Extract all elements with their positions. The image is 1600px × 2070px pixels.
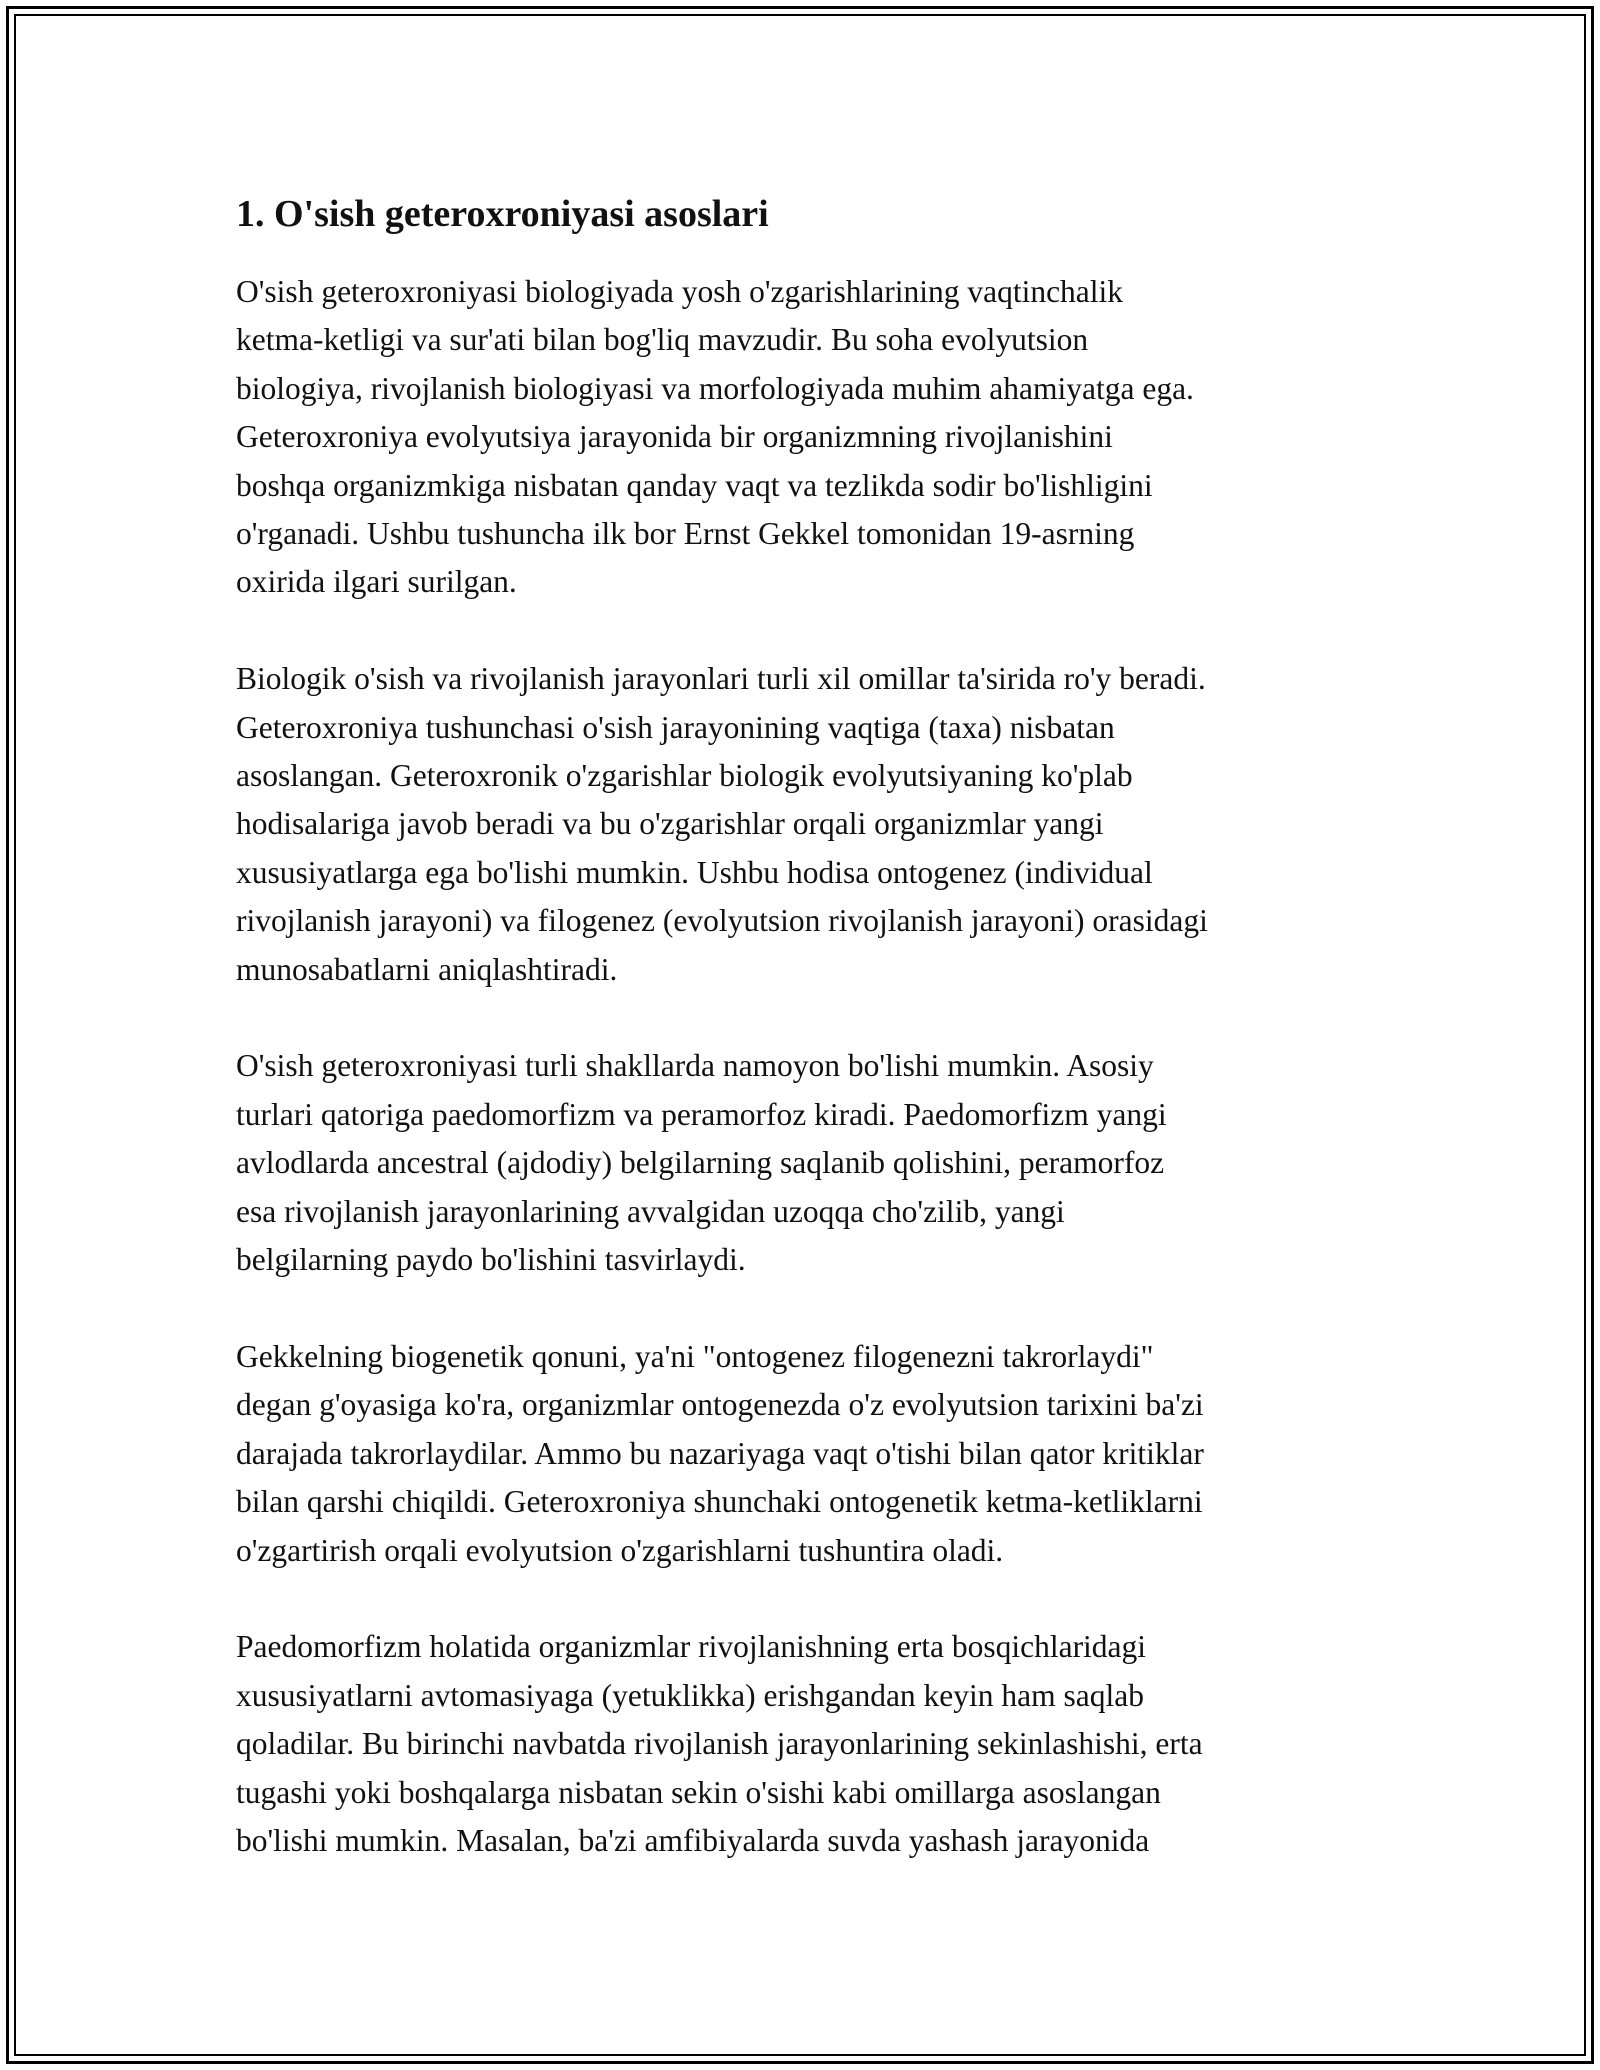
text-line: qoladilar. Bu birinchi navbatda rivojlanish jarayonlarining sekinlashishi, erta (236, 1726, 1203, 1762)
text-line: Gekkelning biogenetik qonuni, ya'ni "ontogenez filogenezni takrorlaydi" (236, 1338, 1154, 1374)
text-line: Paedomorfizm holatida organizmlar rivojlanishning erta bosqichlaridagi (236, 1629, 1147, 1665)
paragraph (236, 1333, 1376, 1575)
paragraph-container (236, 268, 1376, 1865)
text-line: oxirida ilgari surilgan. (236, 564, 517, 600)
text-line: O'sish geteroxroniyasi turli shakllarda namoyon bo'lishi mumkin. Asosiy (236, 1048, 1154, 1084)
text-line: belgilarning paydo bo'lishini tasvirlaydi. (236, 1242, 746, 1278)
text-line: bo'lishi mumkin. Masalan, ba'zi amfibiyalarda suvda yashash jarayonida (236, 1822, 1150, 1858)
section-title: 1. O'sish geteroxroniyasi asoslari (236, 193, 769, 235)
paragraph (236, 655, 1376, 994)
text-line: Geteroxroniya evolyutsiya jarayonida bir organizmning rivojlanishini (236, 419, 1113, 455)
text-line: boshqa organizmkiga nisbatan qanday vaqt va tezlikda sodir bo'lishligini (236, 467, 1153, 503)
paragraph (236, 1042, 1376, 1284)
text-line: xususiyatlarga ega bo'lishi mumkin. Ushbu hodisa ontogenez (individual (236, 854, 1153, 890)
text-line: darajada takrorlaydilar. Ammo bu nazariyaga vaqt o'tishi bilan qator kritiklar (236, 1435, 1204, 1471)
text-line: esa rivojlanish jarayonlarining avvalgidan uzoqqa cho'zilib, yangi (236, 1193, 1065, 1229)
text-line: turlari qatoriga paedomorfizm va peramorfoz kiradi. Paedomorfizm yangi (236, 1096, 1167, 1132)
document-body (236, 186, 1376, 1914)
text-line: ketma-ketligi va sur'ati bilan bog'liq mavzudir. Bu soha evolyutsion (236, 322, 1089, 358)
text-line: asoslangan. Geteroxronik o'zgarishlar biologik evolyutsiyaning ko'plab (236, 758, 1133, 794)
paragraph (236, 268, 1376, 607)
text-line: degan g'oyasiga ko'ra, organizmlar ontogenezda o'z evolyutsion tarixini ba'zi (236, 1387, 1204, 1423)
text-line: O'sish geteroxroniyasi biologiyada yosh o'zgarishlarining vaqtinchalik (236, 274, 1124, 309)
text-line: munosabatlarni aniqlashtiradi. (236, 951, 618, 987)
text-line: Geteroxroniya tushunchasi o'sish jarayonining vaqtiga (taxa) nisbatan (236, 709, 1115, 745)
text-line: bilan qarshi chiqildi. Geteroxroniya shunchaki ontogenetik ketma-ketliklarni (236, 1484, 1203, 1520)
text-line: avlodlarda ancestral (ajdodiy) belgilarning saqlanib qolishini, peramorfoz (236, 1145, 1165, 1181)
text-line: o'zgartirish orqali evolyutsion o'zgarishlarni tushuntira oladi. (236, 1532, 1004, 1568)
text-line: o'rganadi. Ushbu tushuncha ilk bor Ernst Gekkel tomonidan 19-asrning (236, 516, 1135, 552)
text-line: xususiyatlarni avtomasiyaga (yetuklikka) erishgandan keyin ham saqlab (236, 1677, 1144, 1713)
text-line: biologiya, rivojlanish biologiyasi va morfologiyada muhim ahamiyatga ega. (236, 370, 1194, 406)
text-line: rivojlanish jarayoni) va filogenez (evolyutsion rivojlanish jarayoni) orasidagi (236, 903, 1208, 939)
text-line: tugashi yoki boshqalarga nisbatan sekin o'sishi kabi omillarga asoslangan (236, 1774, 1161, 1810)
text-line: Biologik o'sish va rivojlanish jarayonlari turli xil omillar ta'sirida ro'y beradi. (236, 661, 1206, 697)
paragraph (236, 1623, 1376, 1865)
text-line: hodisalariga javob beradi va bu o'zgarishlar orqali organizmlar yangi (236, 806, 1104, 842)
